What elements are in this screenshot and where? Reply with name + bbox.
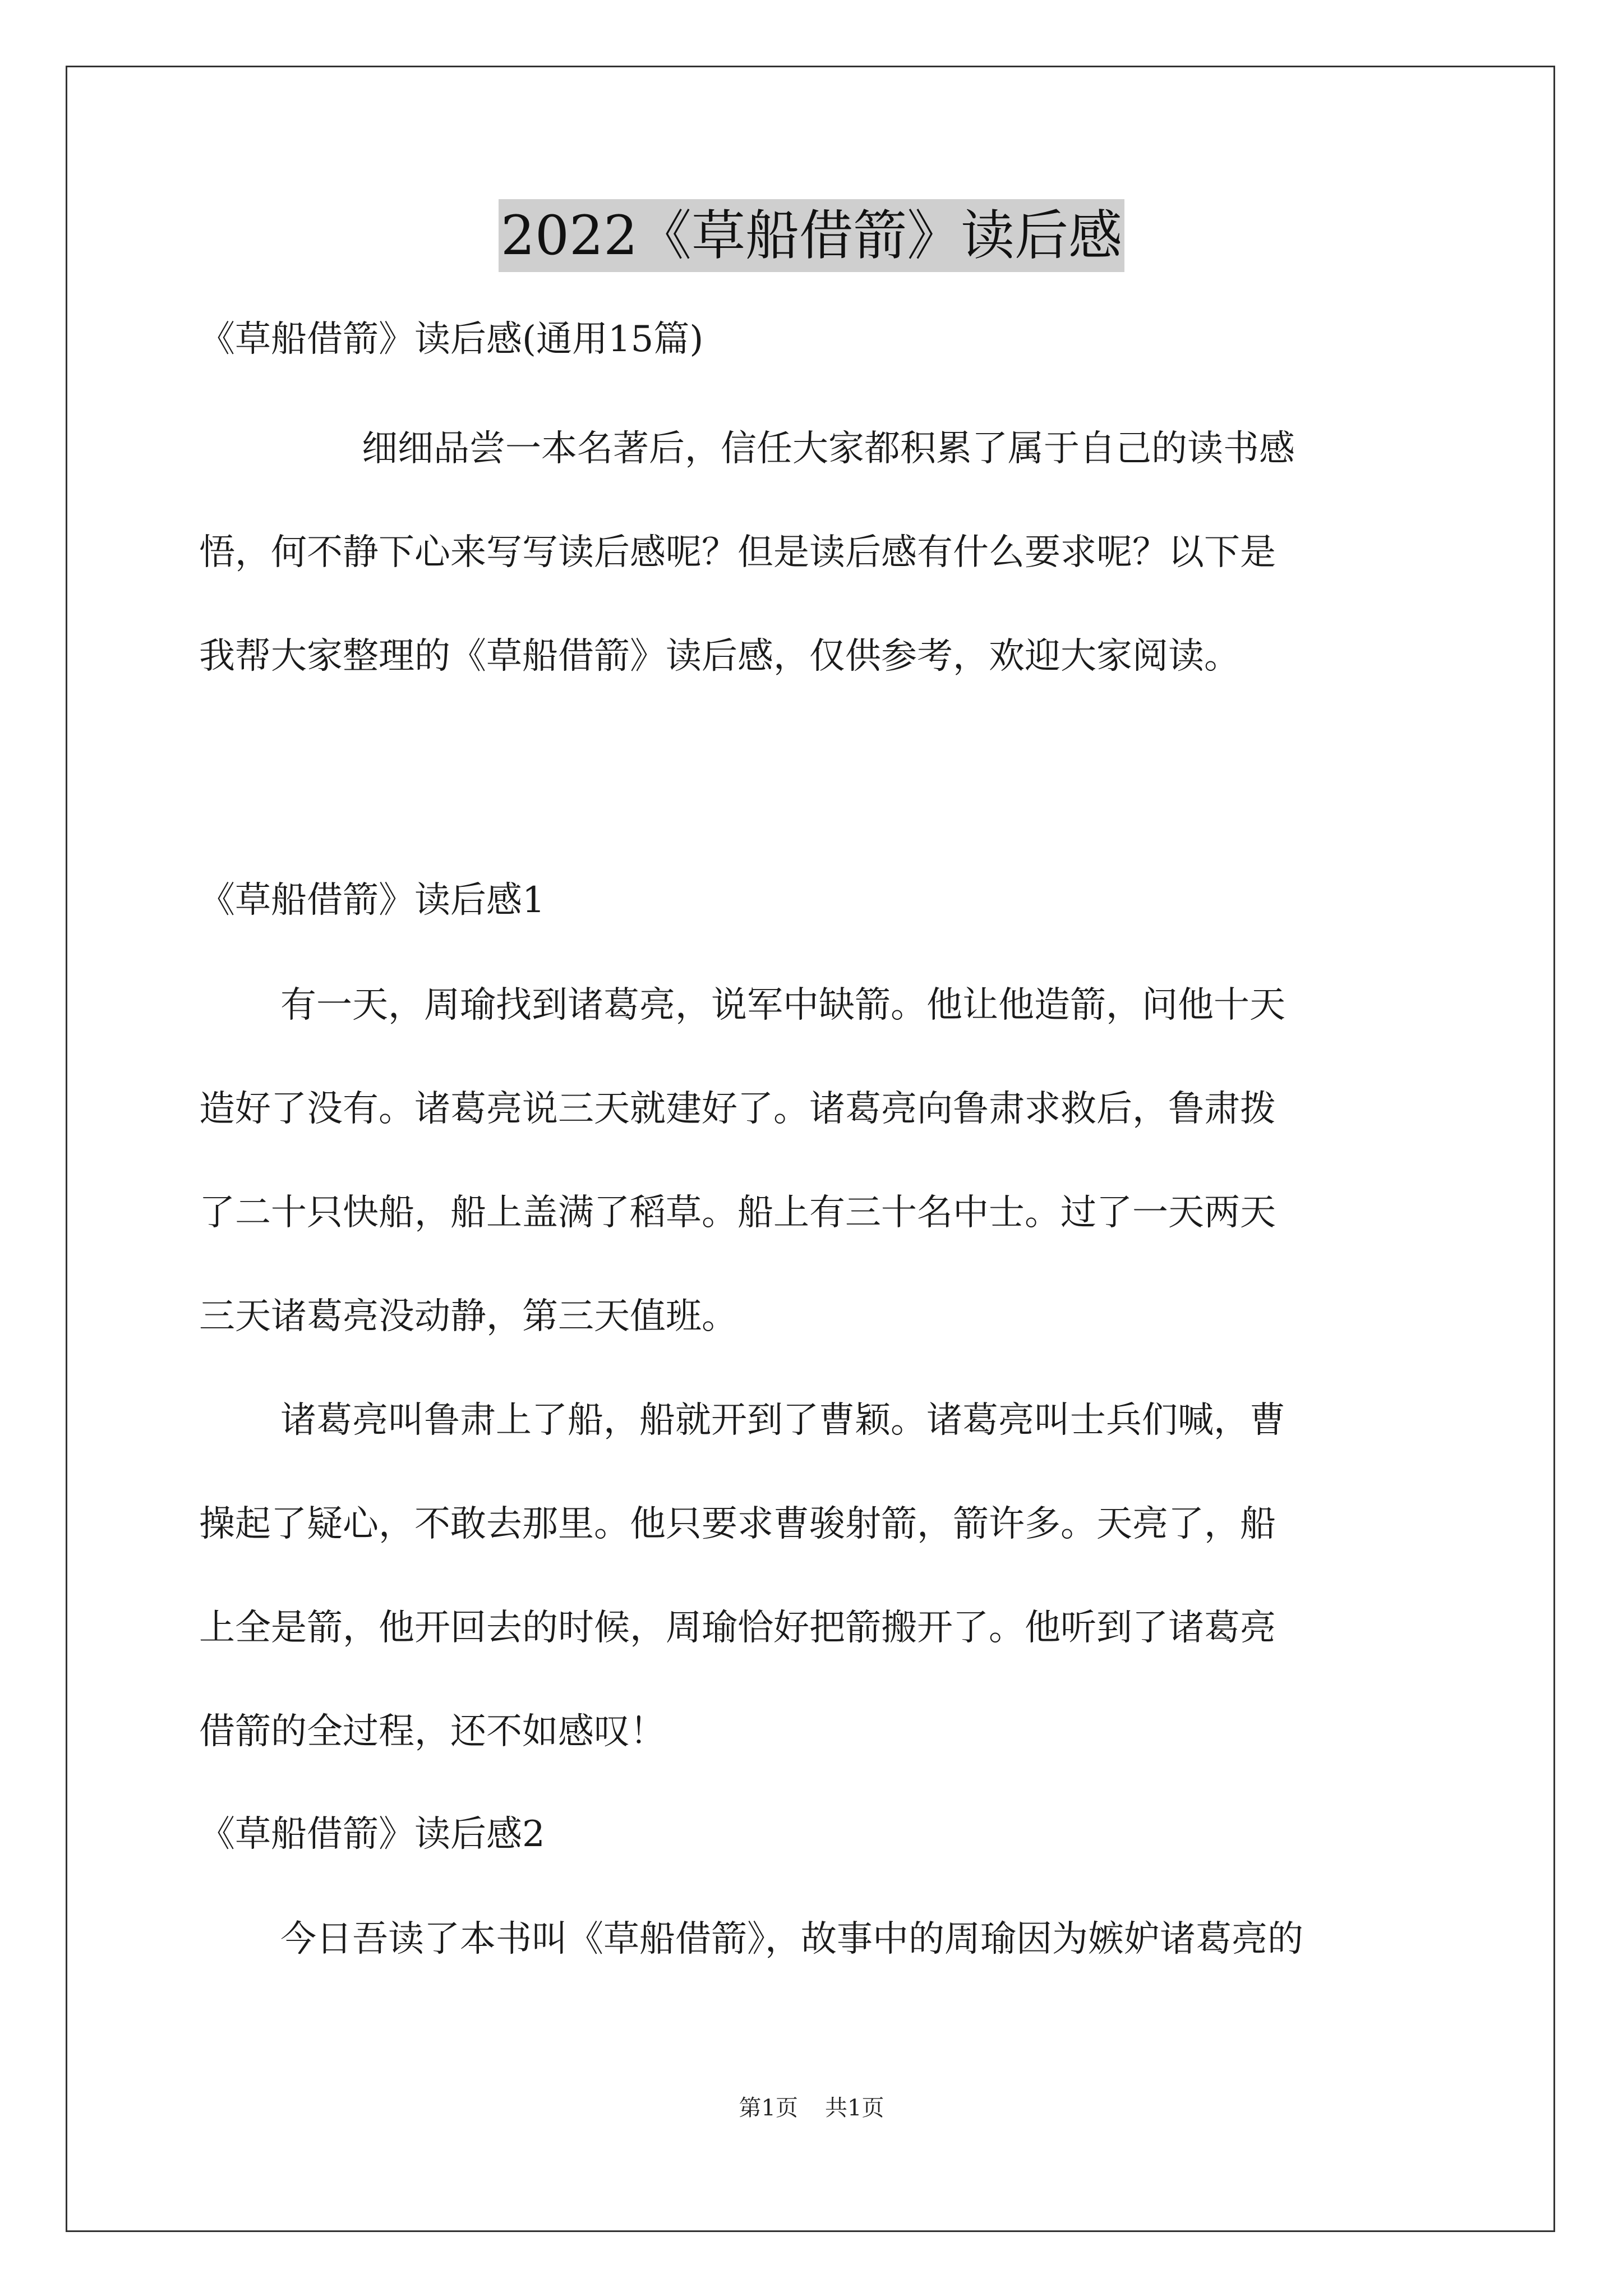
document-title: 2022《草船借箭》读后感 <box>499 199 1124 272</box>
section-heading-1: 《草船借箭》读后感1 <box>199 880 545 921</box>
section1-para1-line-1: 有一天，周瑜找到诸葛亮，说军中缺箭。他让他造箭，问他十天 <box>280 984 1285 1026</box>
section1-para2-line-1: 诸葛亮叫鲁肃上了船，船就开到了曹颖。诸葛亮叫士兵们喊，曹 <box>280 1400 1285 1441</box>
section1-para2-line-3: 上全是箭，他开回去的时候，周瑜恰好把箭搬开了。他听到了诸葛亮 <box>199 1607 1276 1649</box>
section1-para2-line-4: 借箭的全过程，还不如感叹！ <box>199 1711 666 1752</box>
title-wrapper <box>0 199 1623 272</box>
page-border <box>66 66 1555 2232</box>
page-footer <box>0 2091 1623 2125</box>
section1-para1-line-4: 三天诸葛亮没动静，第三天值班。 <box>199 1296 737 1337</box>
section2-para1-line-1: 今日吾读了本书叫《草船借箭》，故事中的周瑜因为嫉妒诸葛亮的 <box>280 1918 1303 1960</box>
subtitle: 《草船借箭》读后感(通用15篇) <box>199 319 704 360</box>
section1-para2-line-2: 操起了疑心，不敢去那里。他只要求曹骏射箭，箭许多。天亮了，船 <box>199 1503 1276 1545</box>
section1-para1-line-2: 造好了没有。诸葛亮说三天就建好了。诸葛亮向鲁肃求救后，鲁肃拨 <box>199 1088 1276 1130</box>
intro-line-3: 我帮大家整理的《草船借箭》读后感，仅供参考，欢迎大家阅读。 <box>199 636 1240 677</box>
page-total: 共1页 <box>825 2095 884 2121</box>
intro-line-1: 细细品尝一本名著后，信任大家都积累了属于自己的读书感 <box>362 428 1295 470</box>
page-number: 第1页 <box>739 2095 798 2121</box>
intro-line-2: 悟，何不静下心来写写读后感呢？但是读后感有什么要求呢？以下是 <box>199 532 1276 573</box>
section1-para1-line-3: 了二十只快船，船上盖满了稻草。船上有三十名中士。过了一天两天 <box>199 1192 1276 1234</box>
section-heading-2: 《草船借箭》读后感2 <box>199 1814 545 1855</box>
